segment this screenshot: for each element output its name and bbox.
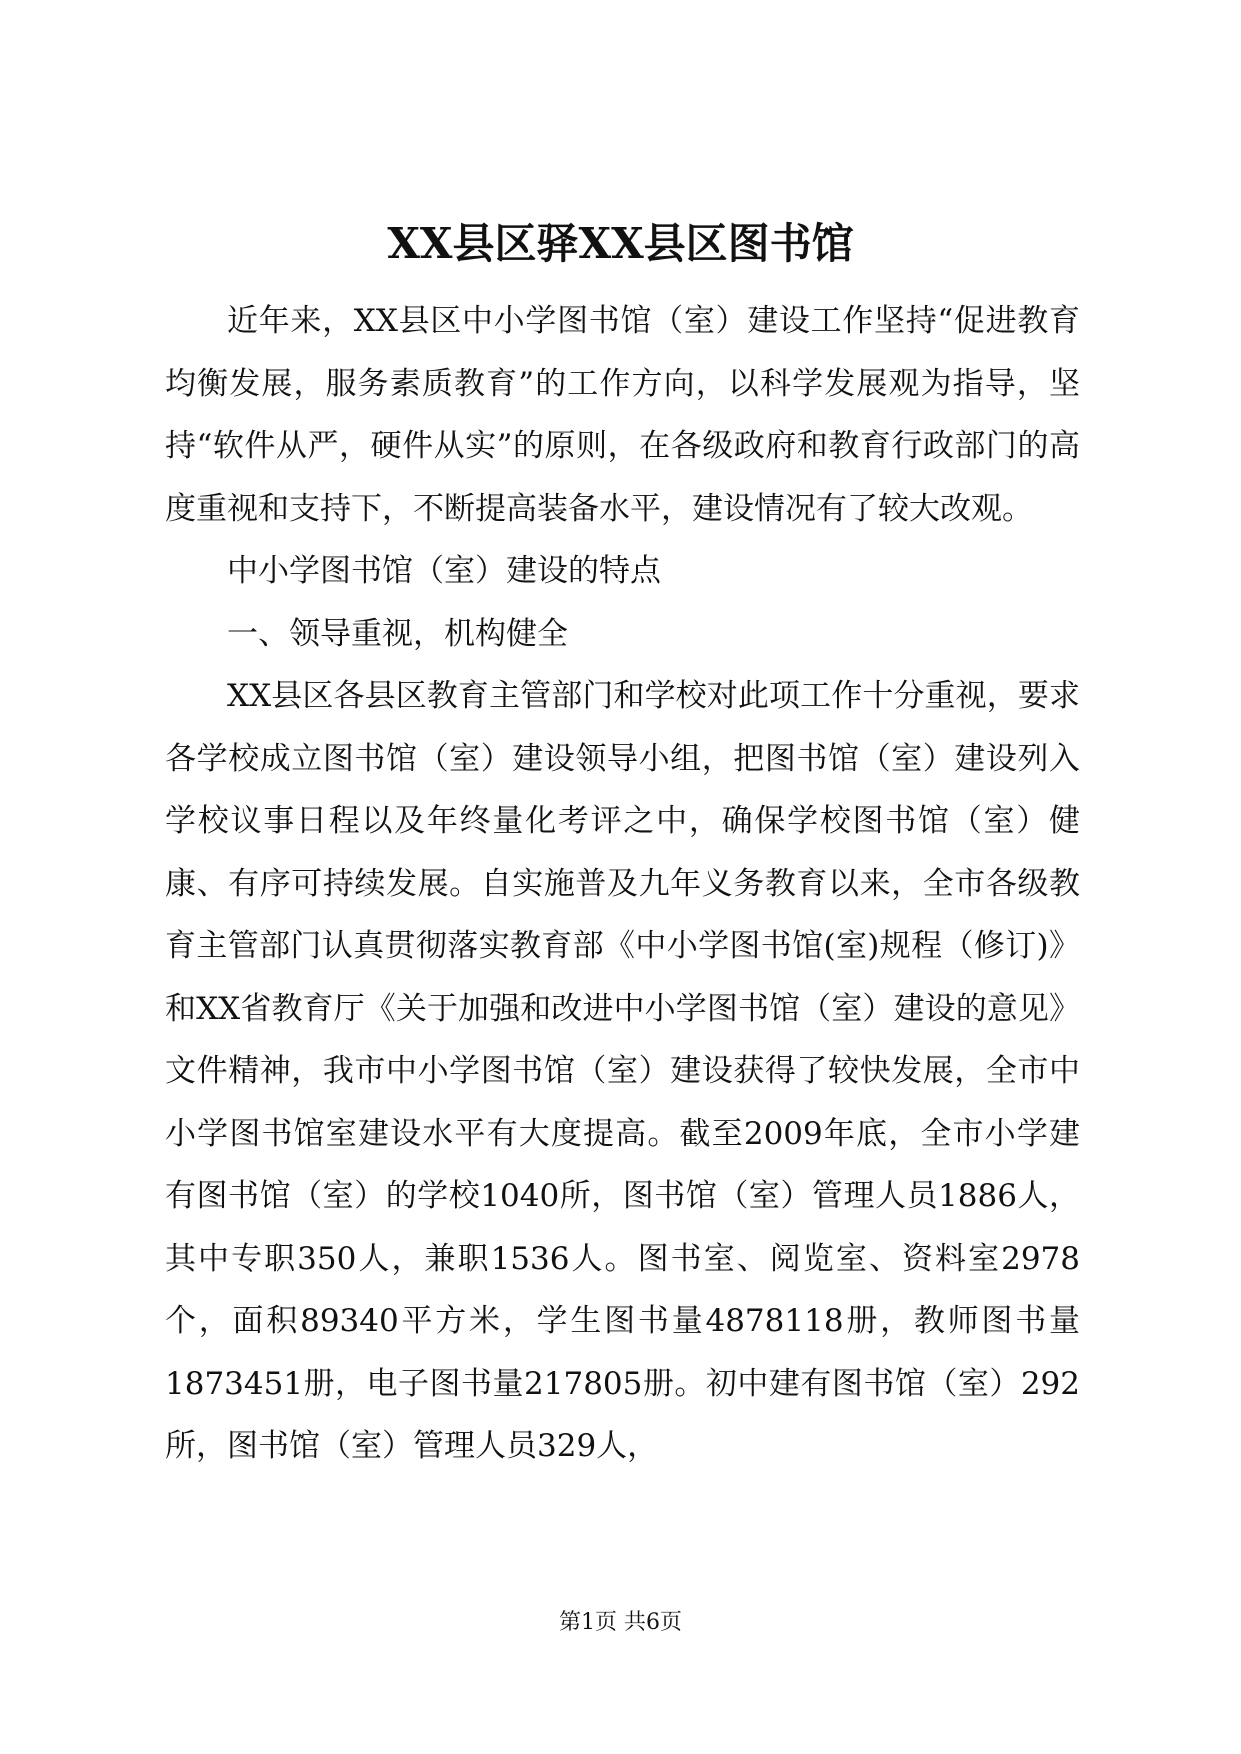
paragraph-section-heading: 中小学图书馆（室）建设的特点	[227, 553, 661, 589]
paragraph-intro: 近年来，XX县区中小学图书馆（室）建设工作坚持“促进教育均衡发展，服务素质教育”的工作方向，以科学发展观为指导，坚持“软件从严，硬件从实”的原则，在各级政府和教育行政部门的高度重视和支持下，不断提高装备水平，建设情况有了较大改观。	[165, 303, 1080, 527]
paragraph-subheading: 一、领导重视，机构健全	[227, 615, 568, 652]
paragraph-details: XX县区各县区教育主管部门和学校对此项工作十分重视，要求各学校成立图书馆（室）建设领导小组，把图书馆（室）建设列入学校议事日程以及年终量化考评之中，确保学校图书馆（室）健康、有序可持续发展。自实施普及九年义务教育以来，全市各级教育主管部门认真贯彻落实教育部《中小学图书馆(室)规程（修订)》和XX省教育厅《关于加强和改进中小学图书馆（室）建设的意见》文件精神，我市中小学图书馆（室）建设获得了较快发展，全市中小学图书馆室建设水平有大度提高。截至2009年底，全市小学建有图书馆（室）的学校1040所，图书馆（室）管理人员1886人，其中专职350人，兼职1536人。图书室、阅览室、资料室2978个，面积89340平方米，学生图书量4878118册，教师图书量1873451册，电子图书量217805册。初中建有图书馆（室）292所，图书馆（室）管理人员329人，	[165, 678, 1080, 1464]
document-title: XX县区驿XX县区图书馆	[387, 219, 854, 268]
page-footer: 第1页 共6页	[559, 1610, 682, 1635]
document-body	[165, 290, 1080, 1478]
